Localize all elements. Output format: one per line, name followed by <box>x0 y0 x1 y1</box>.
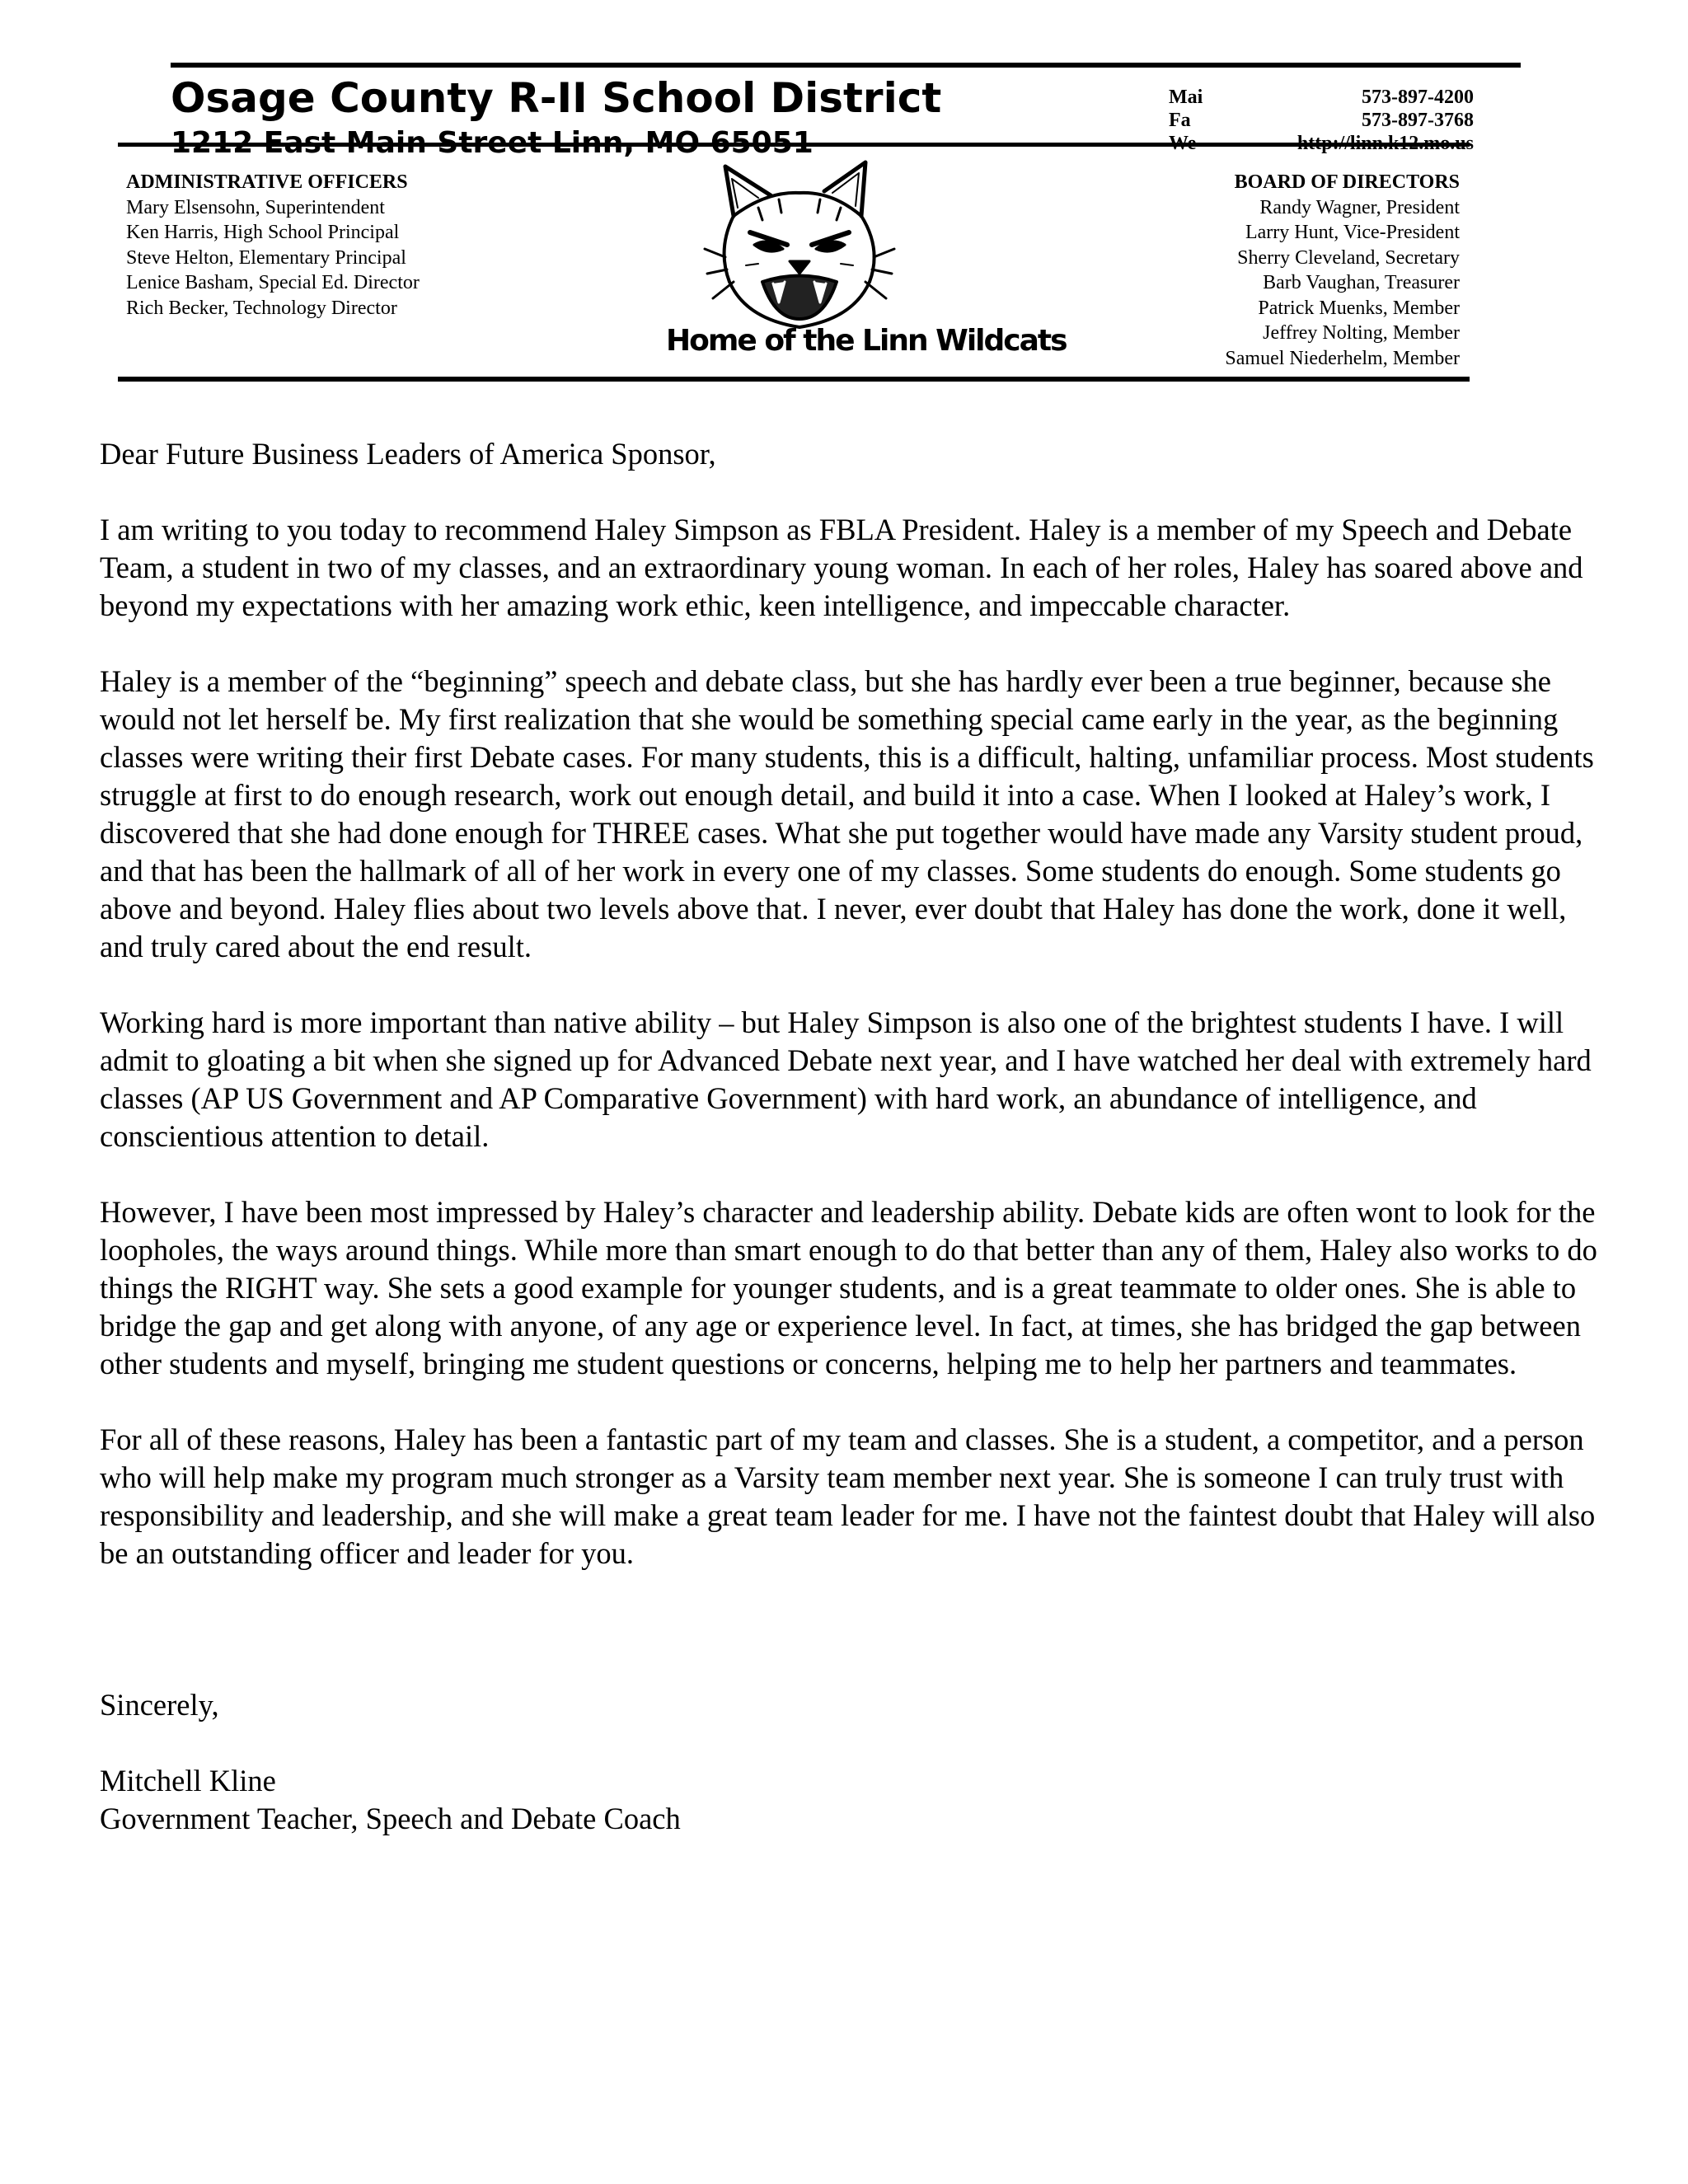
contact-label: Mai <box>1169 87 1203 108</box>
contact-value: 573-897-3768 <box>1362 110 1474 131</box>
letter-paragraph: For all of these reasons, Haley has been a fantastic part of my team and classes. She is a student, a competitor, and a person who will help make my program much stronger as a Varsity team member next year. She is someone I can truly trust with responsibility and leadership, and she will make a great team leader for me. I have not the faintest doubt that Haley will also be an outstanding officer and leader for you. <box>100 1422 1596 1570</box>
contact-row-main <box>1169 86 1474 109</box>
administrative-officers <box>126 170 420 321</box>
contact-row-fax <box>1169 109 1474 132</box>
contact-label: We <box>1169 133 1197 154</box>
officer-item: Rich Becker, Technology Director <box>126 297 397 319</box>
letterhead-bottom-rule <box>118 377 1470 382</box>
letter-paragraph: I am writing to you today to recommend Haley Simpson as FBLA President. Haley is a member of my Speech and Debate Team, a student in two of my classes, and an extraordinary young woman. In each of her roles, Haley has soared above and beyond my expectations with her amazing work ethic, keen intelligence, and impeccable character. <box>100 513 1583 622</box>
contact-label: Fa <box>1169 110 1191 131</box>
closing: Sincerely, <box>100 1688 219 1722</box>
letter-paragraph: Working hard is more important than native ability – but Haley Simpson is also one of the brightest students I have. I will admit to gloating a bit when she signed up for Advanced Debate next year, and I have watched her deal with extremely hard classes (AP US Government and AP Comparative Government) with hard work, an abundance of intelligence, and conscientious attention to detail. <box>100 1005 1592 1153</box>
officer-item: Ken Harris, High School Principal <box>126 222 400 243</box>
board-member: Barb Vaughan, Treasurer <box>1263 272 1460 293</box>
letter-paragraph: However, I have been most impressed by Haley’s character and leadership ability. Debate kids are often wont to look for the loopholes, the ways around things. While more than smart enough to do that better than any of them, Haley also works to do things the RIGHT way. She sets a good example for younger students, and is a great teammate to older ones. She is able to bridge the gap and get along with anyone, of any age or experience level. In fact, at times, she has bridged the gap between other students and myself, bringing me student questions or concerns, helping me to help her partners and teammates. <box>100 1195 1597 1380</box>
board-member: Randy Wagner, President <box>1259 196 1460 218</box>
signer-block <box>100 1762 1600 1838</box>
contact-block <box>1169 86 1474 155</box>
board-member: Samuel Niederhelm, Member <box>1225 347 1460 369</box>
wildcat-logo-icon <box>701 158 898 331</box>
letterhead-top-rule <box>171 63 1521 68</box>
officers-heading: ADMINISTRATIVE OFFICERS <box>126 171 408 193</box>
signer-title: Government Teacher, Speech and Debate Coach <box>100 1802 681 1835</box>
board-member: Larry Hunt, Vice-President <box>1245 222 1460 243</box>
district-address: 1212 East Main Street Linn, MO 65051 <box>171 126 814 160</box>
letter-paragraph: Haley is a member of the “beginning” speech and debate class, but she has hardly ever been a true beginner, because she would not let herself be. My first realization that she would be something special came early in the year, as the beginning classes were writing their first Debate cases. For many students, this is a difficult, halting, unfamiliar process. Most students struggle at first to do enough research, work out enough detail, and build it into a case. When I looked at Haley’s work, I discovered that she had done enough for THREE cases. What she put together would have made any Varsity student proud, and that has been the hallmark of all of her work in every one of my classes. Some students do enough. Some students go above and beyond. Haley flies about two levels above that. I never, ever doubt that Haley has done the work, done it well, and truly cared about the end result. <box>100 664 1594 963</box>
letter-body <box>100 435 1600 1838</box>
salutation: Dear Future Business Leaders of America Sponsor, <box>100 437 716 471</box>
board-member: Sherry Cleveland, Secretary <box>1237 246 1460 269</box>
board-member: Patrick Muenks, Member <box>1258 297 1460 319</box>
board-heading: BOARD OF DIRECTORS <box>1234 171 1460 193</box>
contact-row-web <box>1169 132 1474 155</box>
contact-value: http://linn.k12.mo.us <box>1296 133 1474 154</box>
contact-value: 573-897-4200 <box>1362 87 1474 108</box>
mascot-tagline: Home of the Linn Wildcats <box>666 324 1067 358</box>
district-name: Osage County R-II School District <box>171 74 942 122</box>
officer-item: Steve Helton, Elementary Principal <box>126 246 406 269</box>
signer-name: Mitchell Kline <box>100 1764 276 1797</box>
board-member: Jeffrey Nolting, Member <box>1263 322 1460 344</box>
board-of-directors <box>1225 170 1460 371</box>
officer-item: Mary Elsensohn, Superintendent <box>126 196 385 218</box>
officer-item: Lenice Basham, Special Ed. Director <box>126 272 420 293</box>
